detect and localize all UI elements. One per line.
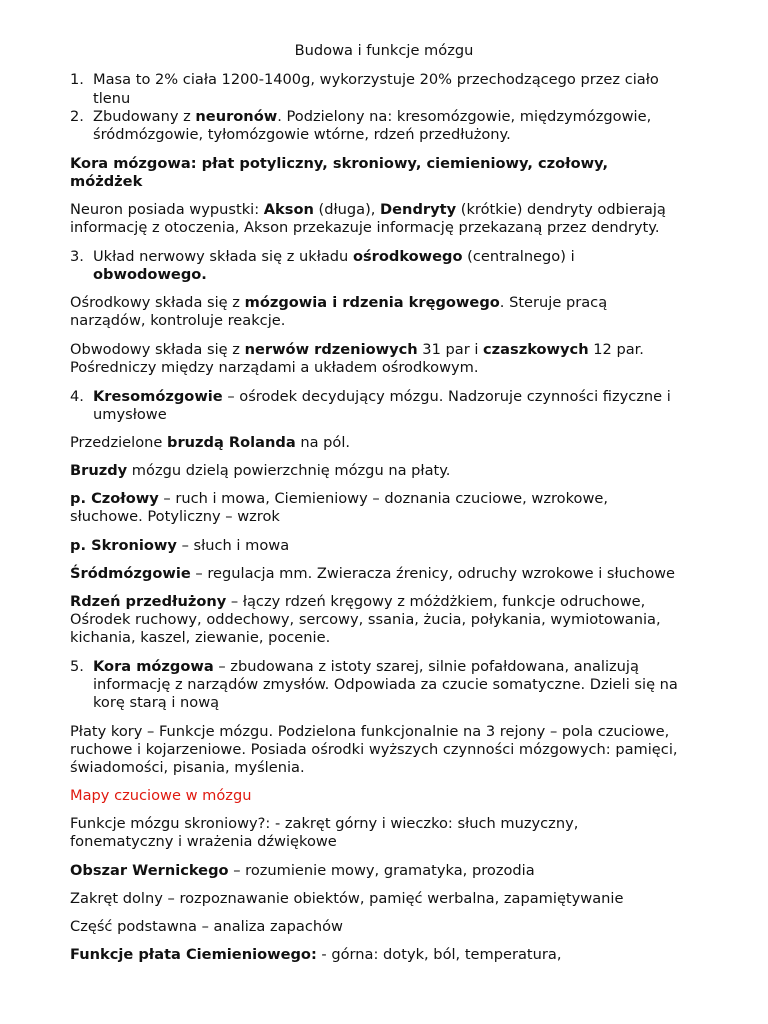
text: 12 par.	[588, 341, 644, 358]
bold-term: bruzdą Rolanda	[167, 434, 296, 451]
funkcje-skroniowy-line-2: fonematyczny i wrażenia dźwiękowe	[70, 833, 337, 850]
text: (długa),	[313, 201, 381, 218]
text: Przedzielone	[70, 434, 167, 451]
rdzen-line-2: Ośrodek ruchowy, oddechowy, sercowy, ssania, żucia, połykania, wymiotowania,	[70, 611, 661, 628]
list-item-4-line-1	[70, 388, 730, 406]
przedzielone-line	[70, 434, 730, 452]
osrodkowy-paragraph-line-1	[70, 294, 730, 312]
list-number: 3.	[70, 248, 84, 265]
list-item-3-line-1	[70, 248, 730, 266]
text: Układ nerwowy składa się z układu	[93, 248, 353, 265]
ciemieniowy-line	[70, 946, 730, 964]
bold-term: Obszar Wernickego	[70, 862, 229, 879]
rdzen-line-1	[70, 593, 730, 611]
text: . Podzielony na: kresomózgowie, międzymózgowie,	[277, 108, 652, 125]
text: . Steruje pracą	[499, 294, 608, 311]
platy-line-2: ruchowe i kojarzeniowe. Posiada ośrodki wyższych czynności mózgowych: pamięci,	[70, 741, 678, 758]
czolowy-line-1	[70, 490, 730, 508]
bold-term: Śródmózgowie	[70, 565, 191, 582]
text: – regulacja mm. Zwieracza źrenicy, odruchy wzrokowe i słuchowe	[190, 565, 676, 582]
skroniowy-line	[70, 537, 730, 555]
text: – ośrodek decydujący mózgu. Nadzoruje czynności fizyczne i	[222, 388, 671, 405]
text: – zbudowana z istoty szarej, silnie pofałdowana, analizują	[213, 658, 639, 675]
bold-term: Kora mózgowa	[93, 658, 214, 675]
bold-term: neuronów	[195, 108, 278, 125]
bold-term: czaszkowych	[483, 341, 589, 358]
kora-heading-line-2: móżdżek	[70, 173, 143, 190]
list-number: 2.	[70, 108, 84, 125]
wernicke-line	[70, 862, 730, 880]
platy-line-3: świadomości, pisania, myślenia.	[70, 759, 305, 776]
list-number: 1.	[70, 71, 84, 88]
text: - górna: dotyk, ból, temperatura,	[316, 946, 562, 963]
text: Neuron posiada wypustki:	[70, 201, 264, 218]
bold-term: Bruzdy	[70, 462, 128, 479]
text: 31 par i	[417, 341, 484, 358]
bold-term: ośrodkowego	[352, 248, 463, 265]
document-title: Budowa i funkcje mózgu	[294, 42, 474, 59]
czolowy-line-2: słuchowe. Potyliczny – wzrok	[70, 508, 280, 525]
mapy-czuciowe-heading: Mapy czuciowe w mózgu	[70, 787, 252, 804]
text: (centralnego) i	[462, 248, 575, 265]
bold-term: Rdzeń przedłużony	[70, 593, 227, 610]
czesc-podstawna-line: Część podstawna – analiza zapachów	[70, 918, 343, 935]
list-item-4-line-2: umysłowe	[93, 406, 167, 423]
srodmozgowie-line	[70, 565, 730, 583]
obwodowy-paragraph-line-2: Pośredniczy między narządami a układem ośrodkowym.	[70, 359, 479, 376]
list-item-2-line-2: śródmózgowie, tyłomózgowie wtórne, rdzeń przedłużony.	[93, 126, 511, 143]
list-number: 4.	[70, 388, 84, 405]
rdzen-line-3: kichania, kaszel, ziewanie, pocenie.	[70, 629, 331, 646]
list-item-2-line-1	[70, 108, 730, 126]
funkcje-skroniowy-line-1: Funkcje mózgu skroniowy?: - zakręt górny i wieczko: słuch muzyczny,	[70, 815, 579, 832]
text: – łączy rdzeń kręgowy z móżdżkiem, funkcje odruchowe,	[226, 593, 646, 610]
bold-term: Dendryty	[380, 201, 457, 218]
zakret-line: Zakręt dolny – rozpoznawanie obiektów, pamięć werbalna, zapamiętywanie	[70, 890, 624, 907]
text: – słuch i mowa	[176, 537, 290, 554]
bold-term: nerwów rdzeniowych	[244, 341, 418, 358]
list-item-1-line-1	[70, 71, 730, 89]
platy-line-1: Płaty kory – Funkcje mózgu. Podzielona funkcjonalnie na 3 rejony – pola czuciowe,	[70, 723, 670, 740]
text: (krótkie) dendryty odbierają	[456, 201, 666, 218]
list-item-5-line-3: korę starą i nową	[93, 694, 220, 711]
bold-term: mózgowia i rdzenia kręgowego	[244, 294, 500, 311]
list-item-text: Masa to 2% ciała 1200-1400g, wykorzystuje 20% przechodzącego przez ciało	[93, 71, 659, 88]
list-number: 5.	[70, 658, 84, 675]
list-item-5-line-1	[70, 658, 730, 676]
text: mózgu dzielą powierzchnię mózgu na płaty.	[127, 462, 451, 479]
osrodkowy-paragraph-line-2: narządów, kontroluje reakcje.	[70, 312, 286, 329]
obwodowy-paragraph-line-1	[70, 341, 730, 359]
bold-term: Kresomózgowie	[93, 388, 223, 405]
list-item-3-line-2: obwodowego.	[93, 266, 207, 283]
bold-term: Funkcje płata Ciemieniowego:	[70, 946, 317, 963]
text: – ruch i mowa, Ciemieniowy – doznania czuciowe, wzrokowe,	[158, 490, 609, 507]
text: Zbudowany z	[93, 108, 196, 125]
list-item-5-line-2: informację z narządów zmysłów. Odpowiada za czucie somatyczne. Dzieli się na	[93, 676, 678, 693]
text: Ośrodkowy składa się z	[70, 294, 245, 311]
bold-term: p. Skroniowy	[70, 537, 177, 554]
text: Obwodowy składa się z	[70, 341, 245, 358]
neuron-paragraph-line-1	[70, 201, 730, 219]
bold-term: Akson	[263, 201, 314, 218]
bruzdy-line	[70, 462, 730, 480]
neuron-paragraph-line-2: informację z otoczenia, Akson przekazuje informację przekazaną przez dendryty.	[70, 219, 660, 236]
list-item-1-line-2: tlenu	[93, 90, 131, 107]
kora-heading-line-1: Kora mózgowa: płat potyliczny, skroniowy, ciemieniowy, czołowy,	[70, 155, 609, 172]
text: na pól.	[295, 434, 351, 451]
bold-term: p. Czołowy	[70, 490, 159, 507]
text: – rozumienie mowy, gramatyka, prozodia	[228, 862, 535, 879]
